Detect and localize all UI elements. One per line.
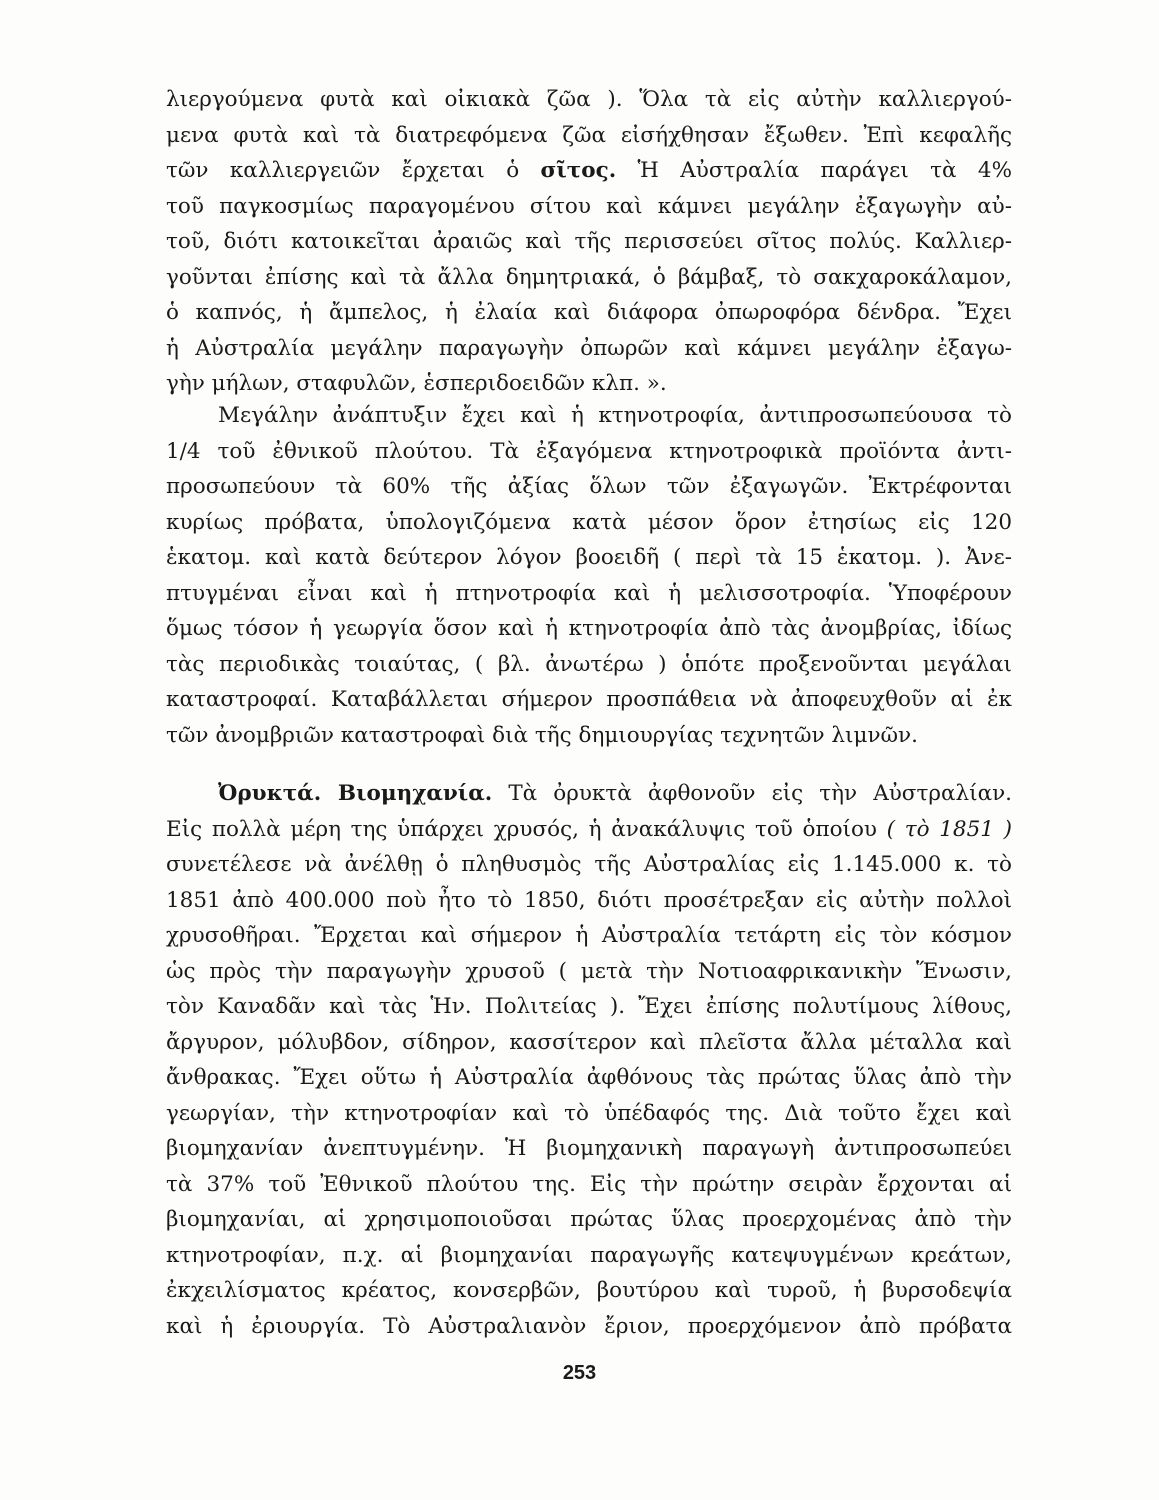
text-line: τὸν Καναδᾶν καὶ τὰς Ἡν. Πολιτείας ). Ἔχει ἐπίσης πολυτίμους λίθους, — [166, 994, 1012, 1019]
italic-date: ( τὸ 1851 ) — [886, 816, 1012, 842]
text-line: γὴν μήλων, σταφυλῶν, ἑσπεριδοειδῶν κλπ. ». — [166, 371, 667, 396]
text-line: ἄργυρον, μόλυβδον, σίδηρον, κασσίτερον καὶ πλεῖστα ἄλλα μέταλλα καὶ — [166, 1029, 1012, 1055]
text-line: κτηνοτροφίαν, π.χ. αἱ βιομηχανίαι παραγωγῆς κατεψυγμένων κρεάτων, — [166, 1242, 1012, 1268]
text-line: χρυσοθῆραι. Ἔρχεται καὶ σήμερον ἡ Αὐστραλία τετάρτη εἰς τὸν κόσμον — [166, 923, 1012, 948]
text-line: ἄνθρακας. Ἔχει οὕτω ἡ Αὐστραλία ἀφθόνους τὰς πρώτας ὕλας ἀπὸ τὴν — [166, 1065, 1012, 1090]
text-line: ἐκχειλίσματος κρέατος, κονσερβῶν, βουτύρου καὶ τυροῦ, ἡ βυρσοδεψία — [166, 1278, 1012, 1303]
text-fragment: τῶν καλλιεργειῶν ἔρχεται ὁ — [166, 158, 541, 183]
text-line: 1/4 τοῦ ἐθνικοῦ πλούτου. Τὰ ἐξαγόμενα κτηνοτροφικὰ προϊόντα ἀντι- — [166, 438, 1012, 464]
text-line: τοῦ παγκοσμίως παραγομένου σίτου καὶ κάμνει μεγάλην ἐξαγωγὴν αὐ- — [166, 193, 1012, 219]
text-line: προσωπεύουν τὰ 60% τῆς ἀξίας ὅλων τῶν ἐξαγωγῶν. Ἐκτρέφονται — [166, 474, 1012, 499]
paragraph-minerals-industry — [166, 776, 1012, 1344]
text-line: Μεγάλην ἀνάπτυξιν ἔχει καὶ ἡ κτηνοτροφία, ἀντιπροσωπεύουσα τὸ — [218, 403, 1012, 428]
term-wheat: σῖτος. — [540, 158, 617, 183]
text-line: μενα φυτὰ καὶ τὰ διατρεφόμενα ζῶα εἰσήχθησαν ἔξωθεν. Ἐπὶ κεφαλῆς — [166, 122, 1012, 148]
text-line: καταστροφαί. Καταβάλλεται σήμερον προσπάθεια νὰ ἀποφευχθοῦν αἱ ἐκ — [166, 687, 1012, 712]
text-line: τοῦ, διότι κατοικεῖται ἀραιῶς καὶ τῆς περισσεύει σῖτος πολύς. Καλλιερ- — [166, 229, 1012, 254]
text-line: ὡς πρὸς τὴν παραγωγὴν χρυσοῦ ( μετὰ τὴν Νοτιοαφρικανικὴν Ἕνωσιν, — [166, 958, 1012, 984]
text-fragment: Τὰ ὀρυκτὰ ἀφθονοῦν εἰς τὴν Αὐστραλίαν. — [492, 781, 1012, 806]
text-line: 1851 ἀπὸ 400.000 ποὺ ἦτο τὸ 1850, διότι προσέτρεξαν εἰς αὐτὴν πολλοὶ — [166, 887, 1012, 913]
text-fragment: Εἰς πολλὰ μέρη της ὑπάρχει χρυσός, ἡ ἀνακάλυψις τοῦ ὁποίου — [166, 816, 887, 842]
text-line: κυρίως πρόβατα, ὑπολογιζόμενα κατὰ μέσον ὅρον ἐτησίως εἰς 120 — [166, 509, 1012, 535]
text-line: καὶ ἡ ἐριουργία. Τὸ Αὐστραλιανὸν ἔριον, προερχόμενον ἀπὸ πρόβατα — [166, 1313, 1012, 1339]
text-line: τὰ 37% τοῦ Ἐθνικοῦ πλούτου της. Εἰς τὴν πρώτην σειρὰν ἔρχονται αἱ — [166, 1171, 1012, 1197]
paragraph-agriculture — [166, 82, 1012, 402]
text-line: ἡ Αὐστραλία μεγάλην παραγωγὴν ὀπωρῶν καὶ κάμνει μεγάλην ἐξαγω- — [166, 335, 1012, 361]
text-line: πτυγμέναι εἶναι καὶ ἡ πτηνοτροφία καὶ ἡ μελισσοτροφία. Ὑποφέρουν — [166, 580, 1012, 606]
text-line: ὅμως τόσον ἡ γεωργία ὅσον καὶ ἡ κτηνοτροφία ἀπὸ τὰς ἀνομβρίας, ἰδίως — [166, 616, 1012, 641]
text-line: τῶν ἀνομβριῶν καταστροφαὶ διὰ τῆς δημιουργίας τεχνητῶν λιμνῶν. — [166, 722, 918, 748]
text-fragment: Ἡ Αὐστραλία παράγει τὰ 4% — [616, 158, 1012, 183]
text-line — [166, 776, 1012, 812]
text-line: τὰς περιοδικὰς τοιαύτας, ( βλ. ἀνωτέρω ) ὁπότε προξενοῦνται μεγάλαι — [166, 651, 1012, 677]
page-number: 253 — [562, 1362, 597, 1384]
text-line: γοῦνται ἐπίσης καὶ τὰ ἄλλα δημητριακά, ὁ βάμβαξ, τὸ σακχαροκάλαμον, — [166, 264, 1012, 290]
text-line: λιεργούμενα φυτὰ καὶ οἰκιακὰ ζῶα ). Ὅλα τὰ εἰς αὐτὴν καλλιεργού- — [166, 87, 1012, 112]
text-line — [166, 812, 1012, 848]
text-line — [166, 153, 1012, 189]
text-line: βιομηχανίαι, αἱ χρησιμοποιοῦσαι πρώτας ὕλας προερχομένας ἀπὸ τὴν — [166, 1207, 1012, 1232]
text-line: γεωργίαν, τὴν κτηνοτροφίαν καὶ τὸ ὑπέδαφός της. Διὰ τοῦτο ἔχει καὶ — [166, 1100, 1012, 1126]
section-heading: Ὀρυκτά. Βιομηχανία. — [218, 781, 493, 806]
paragraph-livestock — [166, 398, 1012, 753]
text-line: ἑκατομ. καὶ κατὰ δεύτερον λόγον βοοειδῆ ( περὶ τὰ 15 ἑκατομ. ). Ἀνε- — [166, 545, 1012, 570]
text-line: συνετέλεσε νὰ ἀνέλθῃ ὁ πληθυσμὸς τῆς Αὐστραλίας εἰς 1.145.000 κ. τὸ — [166, 852, 1012, 877]
text-line: ὁ καπνός, ἡ ἄμπελος, ἡ ἐλαία καὶ διάφορα ὀπωροφόρα δένδρα. Ἔχει — [166, 300, 1012, 325]
text-line: βιομηχανίαν ἀνεπτυγμένην. Ἡ βιομηχανικὴ παραγωγὴ ἀντιπροσωπεύει — [166, 1136, 1012, 1161]
